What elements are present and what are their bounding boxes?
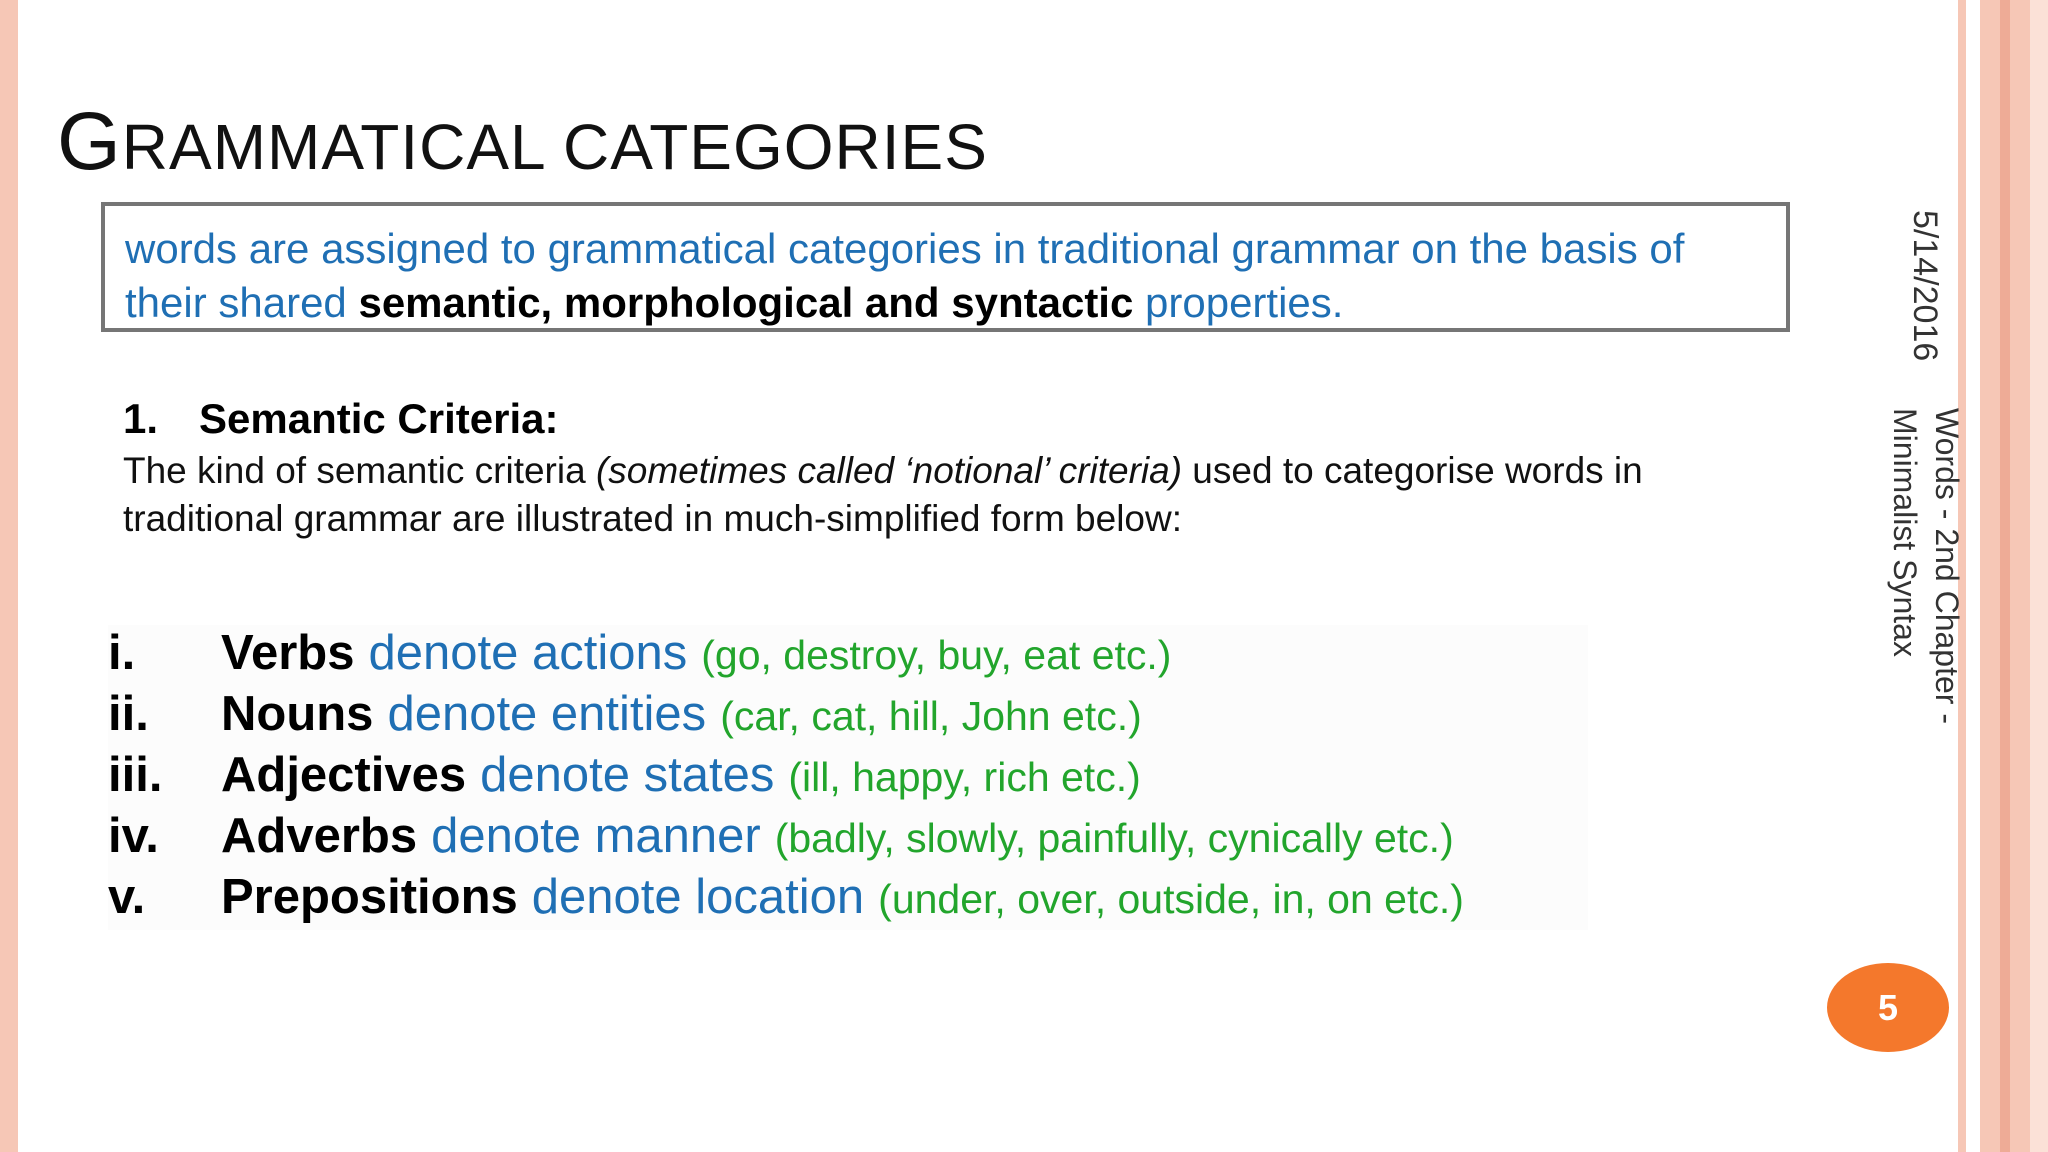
criteria-text-before: The kind of semantic criteria <box>123 450 596 491</box>
criteria-heading <box>123 395 558 443</box>
right-border-accent <box>2000 0 2010 1152</box>
list-item <box>108 747 1588 808</box>
list-item <box>108 808 1588 869</box>
list-item-denotation: denote actions <box>368 626 688 680</box>
definition-text-1: words are assigned to grammatical categories in traditional grammar on the basis of their shared <box>125 225 1685 326</box>
list-item-term: Adverbs <box>221 809 418 863</box>
slide-footer <box>1884 408 1968 724</box>
criteria-description <box>123 447 1783 543</box>
list-item-examples: (badly, slowly, painfully, cynically etc.) <box>774 815 1454 861</box>
right-border-highlight <box>2030 0 2048 1152</box>
definition-text-2: properties. <box>1133 279 1344 326</box>
list-item-term: Nouns <box>221 687 374 741</box>
title-rest: RAMMATICAL CATEGORIES <box>121 111 988 183</box>
definition-bold: semantic, morphological and syntactic <box>358 279 1134 326</box>
list-item <box>108 625 1588 686</box>
list-item-denotation: denote manner <box>431 809 761 863</box>
criteria-text-after: used to categorise words in traditional grammar are illustrated in much-simplified form below: <box>123 450 1643 539</box>
list-item-examples: (ill, happy, rich etc.) <box>788 754 1141 800</box>
title-first-letter: G <box>57 96 122 187</box>
list-item-number: iv. <box>108 809 159 863</box>
list-item-term: Adjectives <box>221 748 467 802</box>
list-item-term: Prepositions <box>221 870 518 924</box>
definition-box <box>101 202 1790 332</box>
list-item-examples: (under, over, outside, in, on etc.) <box>878 876 1464 922</box>
list-item-number: v. <box>108 870 146 924</box>
list-item-denotation: denote location <box>531 870 865 924</box>
list-item-term: Verbs <box>221 626 355 680</box>
list-item <box>108 869 1588 930</box>
category-list <box>108 625 1588 930</box>
list-item-number: i. <box>108 626 136 680</box>
slide-date: 5/14/2016 <box>1906 210 1944 362</box>
list-item-denotation: denote entities <box>387 687 707 741</box>
list-item-number: ii. <box>108 687 149 741</box>
page-number: 5 <box>1877 986 1899 1028</box>
list-item-examples: (go, destroy, buy, eat etc.) <box>701 632 1172 678</box>
footer-line-1: Words - 2nd Chapter - <box>1929 408 1965 724</box>
list-item-examples: (car, cat, hill, John etc.) <box>720 693 1142 739</box>
criteria-number: 1. <box>123 395 159 442</box>
criteria-text-italic: (sometimes called ‘notional’ criteria) <box>595 450 1183 491</box>
page-number-badge <box>1827 963 1949 1052</box>
slide-title <box>57 95 988 189</box>
list-item-number: iii. <box>108 748 163 802</box>
criteria-heading-text: Semantic Criteria: <box>199 395 559 442</box>
left-border-stripe <box>0 0 18 1152</box>
list-item-denotation: denote states <box>480 748 775 802</box>
list-item <box>108 686 1588 747</box>
footer-line-2: Minimalist Syntax <box>1887 408 1923 657</box>
